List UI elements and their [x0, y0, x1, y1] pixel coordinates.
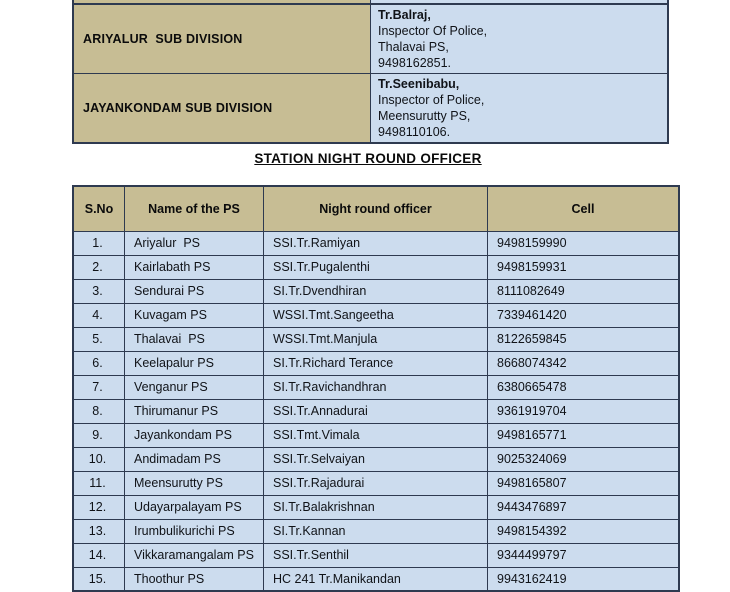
table-row — [73, 303, 679, 327]
table-row — [73, 447, 679, 471]
table-row — [73, 4, 668, 74]
cell-number-cell: 9361919704 — [488, 399, 680, 423]
serial-number-cell: 15. — [73, 567, 125, 591]
night-round-officer-cell: SSI.Tr.Annadurai — [264, 399, 488, 423]
night-round-officer-cell: WSSI.Tmt.Manjula — [264, 327, 488, 351]
serial-number-cell: 3. — [73, 279, 125, 303]
table-row — [73, 327, 679, 351]
cell-number-cell: 7339461420 — [488, 303, 680, 327]
serial-number-cell: 13. — [73, 519, 125, 543]
cell-number-cell: 9498159990 — [488, 231, 680, 255]
serial-number-cell: 6. — [73, 351, 125, 375]
table-row — [73, 351, 679, 375]
cell-number-cell: 9025324069 — [488, 447, 680, 471]
ps-name-cell: Meensurutty PS — [125, 471, 264, 495]
cell-number-cell: 9443476897 — [488, 495, 680, 519]
night-round-officer-cell: SI.Tr.Kannan — [264, 519, 488, 543]
officer-name: Tr.Seenibabu, — [378, 77, 460, 91]
cell-number-cell: 6380665478 — [488, 375, 680, 399]
ps-name-cell: Kairlabath PS — [125, 255, 264, 279]
column-header-night-round-officer: Night round officer — [264, 186, 488, 231]
officer-phone: 9498110106. — [378, 125, 451, 139]
cell-number-cell: 9498159931 — [488, 255, 680, 279]
night-round-officer-cell: SSI.Tr.Selvaiyan — [264, 447, 488, 471]
station-night-round-table — [72, 185, 680, 592]
table-row — [73, 423, 679, 447]
night-round-officer-cell: WSSI.Tmt.Sangeetha — [264, 303, 488, 327]
officer-designation: Inspector of Police, — [378, 93, 485, 107]
table-row — [73, 255, 679, 279]
night-round-officer-cell: SI.Tr.Dvendhiran — [264, 279, 488, 303]
ps-name-cell: Andimadam PS — [125, 447, 264, 471]
ps-name-cell: Thirumanur PS — [125, 399, 264, 423]
ps-name-cell: Udayarpalayam PS — [125, 495, 264, 519]
night-round-officer-cell: HC 241 Tr.Manikandan — [264, 567, 488, 591]
serial-number-cell: 8. — [73, 399, 125, 423]
night-round-officer-cell: SSI.Tr.Rajadurai — [264, 471, 488, 495]
serial-number-cell: 11. — [73, 471, 125, 495]
table-row — [73, 519, 679, 543]
cell-number-cell: 9344499797 — [488, 543, 680, 567]
division-name: ARIYALUR SUB DIVISION — [73, 4, 371, 74]
division-name: JAYANKONDAM SUB DIVISION — [73, 74, 371, 144]
ps-name-cell: Sendurai PS — [125, 279, 264, 303]
night-round-officer-cell: SI.Tr.Balakrishnan — [264, 495, 488, 519]
night-round-officer-cell: SSI.Tmt.Vimala — [264, 423, 488, 447]
night-round-officer-cell: SSI.Tr.Pugalenthi — [264, 255, 488, 279]
night-round-officer-cell: SSI.Tr.Senthil — [264, 543, 488, 567]
ps-name-cell: Thalavai PS — [125, 327, 264, 351]
ps-name-cell: Venganur PS — [125, 375, 264, 399]
night-round-officer-cell: SI.Tr.Richard Terance — [264, 351, 488, 375]
serial-number-cell: 10. — [73, 447, 125, 471]
table-row — [73, 495, 679, 519]
officer-station: Meensurutty PS, — [378, 109, 471, 123]
sub-division-table — [72, 0, 669, 144]
serial-number-cell: 2. — [73, 255, 125, 279]
table-row — [73, 231, 679, 255]
cell-number-cell: 9498165807 — [488, 471, 680, 495]
table-row — [73, 399, 679, 423]
ps-name-cell: Jayankondam PS — [125, 423, 264, 447]
night-round-officer-cell: SSI.Tr.Ramiyan — [264, 231, 488, 255]
table-row — [73, 471, 679, 495]
cell-number-cell: 9498154392 — [488, 519, 680, 543]
cell-number-cell: 8122659845 — [488, 327, 680, 351]
ps-name-cell: Kuvagam PS — [125, 303, 264, 327]
table-row — [73, 74, 668, 144]
officer-designation: Inspector Of Police, — [378, 24, 488, 38]
table-row — [73, 375, 679, 399]
serial-number-cell: 12. — [73, 495, 125, 519]
ps-name-cell: Keelapalur PS — [125, 351, 264, 375]
cell-number-cell: 9498165771 — [488, 423, 680, 447]
serial-number-cell: 14. — [73, 543, 125, 567]
officer-name: Tr.Balraj, — [378, 8, 431, 22]
column-header-cell: Cell — [488, 186, 680, 231]
cell-number-cell: 9943162419 — [488, 567, 680, 591]
column-header-s-no: S.No — [73, 186, 125, 231]
serial-number-cell: 1. — [73, 231, 125, 255]
table-row — [73, 567, 679, 591]
column-header-name-of-the-ps: Name of the PS — [125, 186, 264, 231]
officer-station: Thalavai PS, — [378, 40, 449, 54]
night-round-officer-cell: SI.Tr.Ravichandhran — [264, 375, 488, 399]
serial-number-cell: 7. — [73, 375, 125, 399]
serial-number-cell: 9. — [73, 423, 125, 447]
cell-number-cell: 8668074342 — [488, 351, 680, 375]
section-heading: STATION NIGHT ROUND OFFICER — [254, 151, 482, 166]
serial-number-cell: 5. — [73, 327, 125, 351]
ps-name-cell: Irumbulikurichi PS — [125, 519, 264, 543]
table-row — [73, 279, 679, 303]
cell-number-cell: 8111082649 — [488, 279, 680, 303]
officer-phone: 9498162851. — [378, 56, 451, 70]
ps-name-cell: Ariyalur PS — [125, 231, 264, 255]
division-officer-details — [371, 4, 669, 74]
serial-number-cell: 4. — [73, 303, 125, 327]
division-officer-details — [371, 74, 669, 144]
table-row — [73, 543, 679, 567]
ps-name-cell: Thoothur PS — [125, 567, 264, 591]
table-header-row — [73, 186, 679, 231]
ps-name-cell: Vikkaramangalam PS — [125, 543, 264, 567]
